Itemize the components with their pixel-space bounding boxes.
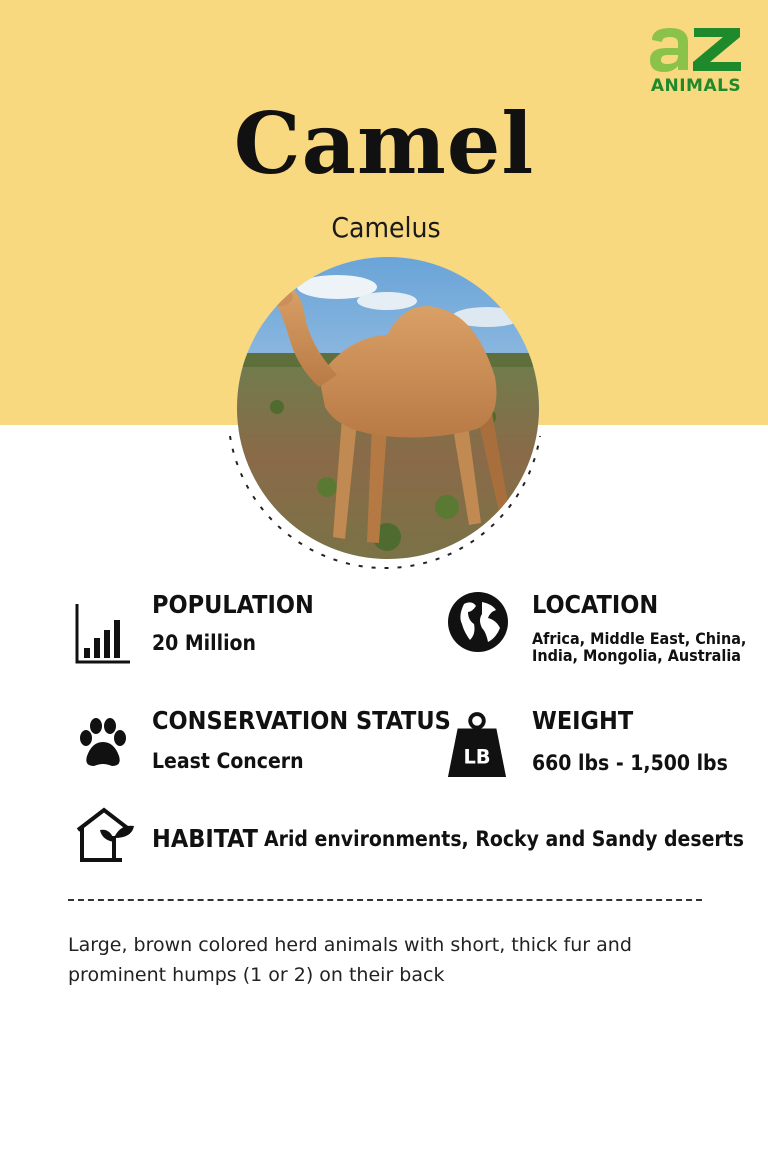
stat-location — [446, 590, 746, 690]
section-divider — [68, 899, 702, 901]
population-value: 20 Million — [152, 631, 256, 655]
stat-conservation — [74, 706, 451, 786]
weight-icon — [446, 710, 508, 780]
stat-habitat — [74, 806, 745, 870]
az-logo-mark — [648, 22, 744, 76]
conservation-value: Least Concern — [152, 749, 304, 773]
house-plant-icon — [74, 806, 136, 864]
stat-weight — [446, 706, 746, 786]
page-title: Camel — [233, 94, 535, 193]
logo-text: ANIMALS — [650, 76, 742, 96]
location-label: LOCATION — [532, 590, 659, 619]
animal-description: Large, brown colored herd animals with short, thick fur and prominent humps (1 or 2) on their back — [68, 934, 632, 986]
scientific-name: Camelus — [331, 211, 441, 244]
az-animals-logo[interactable] — [648, 22, 744, 96]
globe-icon — [446, 590, 510, 654]
weight-value: 660 lbs - 1,500 lbs — [532, 751, 728, 775]
weight-label: WEIGHT — [532, 706, 634, 735]
location-value: Africa, Middle East, China, India, Mongolia, Australia — [532, 629, 747, 665]
habitat-value: Arid environments, Rocky and Sandy deserts — [264, 827, 745, 851]
population-label: POPULATION — [152, 590, 314, 619]
animal-photo-frame — [225, 253, 545, 573]
habitat-label: HABITAT — [152, 824, 258, 853]
bar-chart-icon — [74, 600, 132, 664]
camel-illustration — [237, 257, 539, 559]
conservation-label: CONSERVATION STATUS — [152, 706, 451, 735]
camel-photo — [237, 257, 539, 559]
stat-population — [74, 590, 404, 670]
paw-icon — [74, 712, 132, 776]
weight-icon-text: LB — [463, 745, 491, 769]
